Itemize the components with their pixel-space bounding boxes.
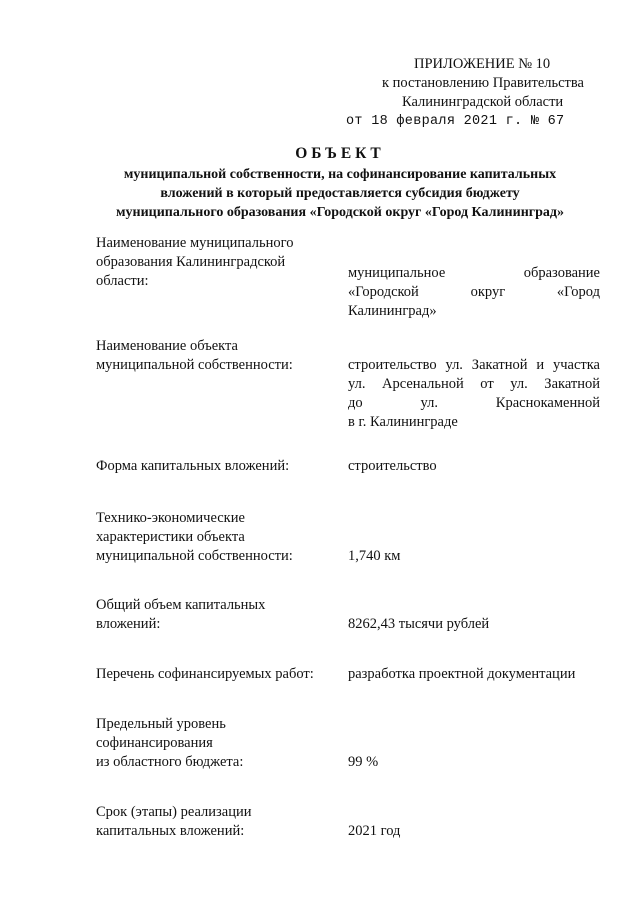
field-value: строительство xyxy=(348,458,437,474)
appendix-decree-ref: к постановлению Правительства xyxy=(382,75,584,91)
field-label: Общий объем капитальных вложений: xyxy=(96,597,266,632)
field-label: Предельный уровень софинансирования из областного бюджета: xyxy=(96,716,244,770)
field-label: Технико-экономические характеристики объекта муниципальной собственности: xyxy=(96,510,293,564)
title-line-1: муниципальной собственности, на софинансирование капитальных xyxy=(123,167,557,182)
field-label: Наименование объекта муниципальной собственности: xyxy=(96,338,293,373)
field-label: Наименование муниципального образования Калининградской области: xyxy=(96,235,294,289)
appendix-date-number: от 18 февраля 2021 г. № 67 xyxy=(346,114,565,129)
appendix-header xyxy=(330,55,630,131)
field-value: строительство ул. Закатной и участка ул. Арсенальной от ул. Закатной до ул. Краснокаменной в г. Калининграде xyxy=(348,357,600,430)
title-heading: ОБЪЕКТ xyxy=(295,145,385,162)
field-label: Форма капитальных вложений: xyxy=(96,458,290,474)
field-value: муниципальное образование «Городской округ «Город Калининград» xyxy=(348,265,600,319)
document-title xyxy=(60,143,620,222)
field-value: 1,740 км xyxy=(348,548,401,564)
field-value: 8262,43 тысячи рублей xyxy=(348,616,490,632)
title-line-2: вложений в который предоставляется субсидия бюджету xyxy=(160,186,520,201)
field-value: 99 % xyxy=(348,754,379,770)
title-line-3: муниципального образования «Городской округ «Город Калининград» xyxy=(116,205,564,220)
field-label: Срок (этапы) реализации капитальных вложений: xyxy=(96,804,252,839)
appendix-region: Калининградской области xyxy=(402,94,564,110)
field-value: разработка проектной документации xyxy=(348,666,576,682)
appendix-number: ПРИЛОЖЕНИЕ № 10 xyxy=(414,56,551,72)
field-label: Перечень софинансируемых работ: xyxy=(96,666,314,682)
field-value: 2021 год xyxy=(348,823,401,839)
